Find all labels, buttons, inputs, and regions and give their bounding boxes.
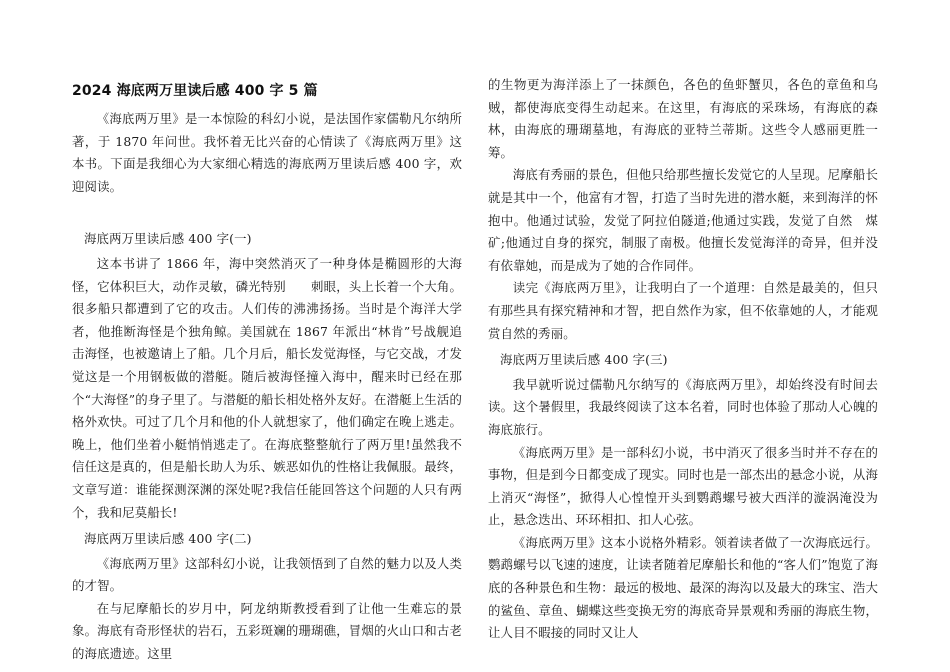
right-column: [488, 74, 878, 645]
section-2-paragraph-2-continued: 的生物更为海洋添上了一抹颜色，各色的鱼虾蟹贝，各色的章鱼和乌贼，都使海底变得生动起来。在这里，有海底的采珠场，有海底的森林，由海底的珊瑚墓地，有海底的亚特兰蒂斯。这些令人感丽更胜一筹。: [488, 77, 878, 160]
section-2-paragraph-4: 读完《海底两万里》，让我明白了一个道理：自然是最美的，但只有那些具有探究精神和才智，把自然作为家，但不依靠她的人，才能观赏自然的秀丽。: [488, 280, 878, 341]
section-heading-1: 海底两万里读后感 400 字(一): [84, 231, 252, 247]
section-3-paragraph-1: 我早就听说过儒勒凡尔纳写的《海底两万里》，却始终没有时间去读。这个暑假里，我最终阅读了这本名着，同时也体验了那动人心魄的海底旅行。: [488, 376, 878, 437]
intro-paragraph: 《海底两万里》是一本惊险的科幻小说，是法国作家儒勒凡尔纳所著，于 1870 年问世。我怀着无比兴奋的心情读了《海底两万里》这本书。下面是我细心为大家细心精选的海底两万里读后感 400 字，欢迎阅读。: [72, 111, 462, 194]
section-2-paragraph-3: 海底有秀丽的景色，但他只给那些擅长发觉它的人呈现。尼摩船长就是其中一个，他富有才智，打造了当时先进的潜水艇，来到海洋的怀抱中。他通过试验，发觉了阿拉伯隧道;他通过实践，发觉了自然 煤矿;他通过自身的探究，制服了南极。他擅长发觉海洋的奇异，但并没有依靠她，而是成为了她的合作同伴。: [488, 167, 878, 273]
section-1-body: 这本书讲了 1866 年，海中突然消灭了一种身体是椭圆形的大海怪，它体积巨大，动作灵敏，磷光特别 刺眼，头上长着一个大角。很多船只都遭到了它的攻击。人们传的沸沸扬扬。当时是个海洋大学者，他推断海怪是个独角鲸。美国就在 1867 年派出“林肯”号战舰追击海怪，也被邀请上了船。几个月后，船长发觉海怪，与它交战，才发觉这是一个用钢板做的潜艇。随后被海怪撞入海中，醒来时已经在那个“大海怪”的身子里了。与潜艇的船长相处格外友好。在潜艇上生活的格外欢快。可过了几个月和他的仆人就想家了，他们确定在晚上逃走。晚上，他们坐着小艇悄悄逃走了。在海底整整航行了两万里!虽然我不信任这是真的，但是船长助人为乐、嫉恶如仇的性格让我佩服。最终，文章写道：谁能探测深渊的深处呢?我信任能回答这个问题的人只有两个，我和尼莫船长!: [72, 255, 462, 520]
section-heading-2: 海底两万里读后感 400 字(二): [84, 531, 252, 547]
section-2-paragraph-2: 在与尼摩船长的岁月中，阿龙纳斯教授看到了让他一生难忘的景象。海底有奇形怪状的岩石，五彩斑斓的珊瑚礁，冒烟的火山口和古老的海底遗迹。这里: [72, 600, 462, 662]
left-column: [72, 74, 462, 666]
page-title: 2024 海底两万里读后感 400 字 5 篇: [72, 83, 318, 99]
section-2-paragraph-1: 《海底两万里》这部科幻小说，让我领悟到了自然的魅力以及人类的才智。: [72, 555, 462, 594]
section-3-paragraph-2: 《海底两万里》是一部科幻小说，书中消灭了很多当时并不存在的事物，但是到今日都变成了现实。同时也是一部杰出的悬念小说，从海上消灭“海怪”，掀得人心惶惶开头到鹦鹉螺号被大西洋的漩涡淹没为止，悬念迭出、环环相扣、扣人心弦。: [488, 444, 878, 528]
section-heading-3: 海底两万里读后感 400 字(三): [500, 352, 668, 368]
section-3-paragraph-3: 《海底两万里》这本小说格外精彩。领着读者做了一次海底远行。鹦鹉螺号以飞速的速度，让读者随着尼摩船长和他的“客人们”饱览了海底的各种景色和生物：最远的极地、最深的海沟以及最大的珠宝、浩大的鲨鱼、章鱼、蝴蝶这些变换无穷的海底奇异景观和秀丽的海底生物，让人目不暇接的同时又让人: [488, 534, 878, 641]
